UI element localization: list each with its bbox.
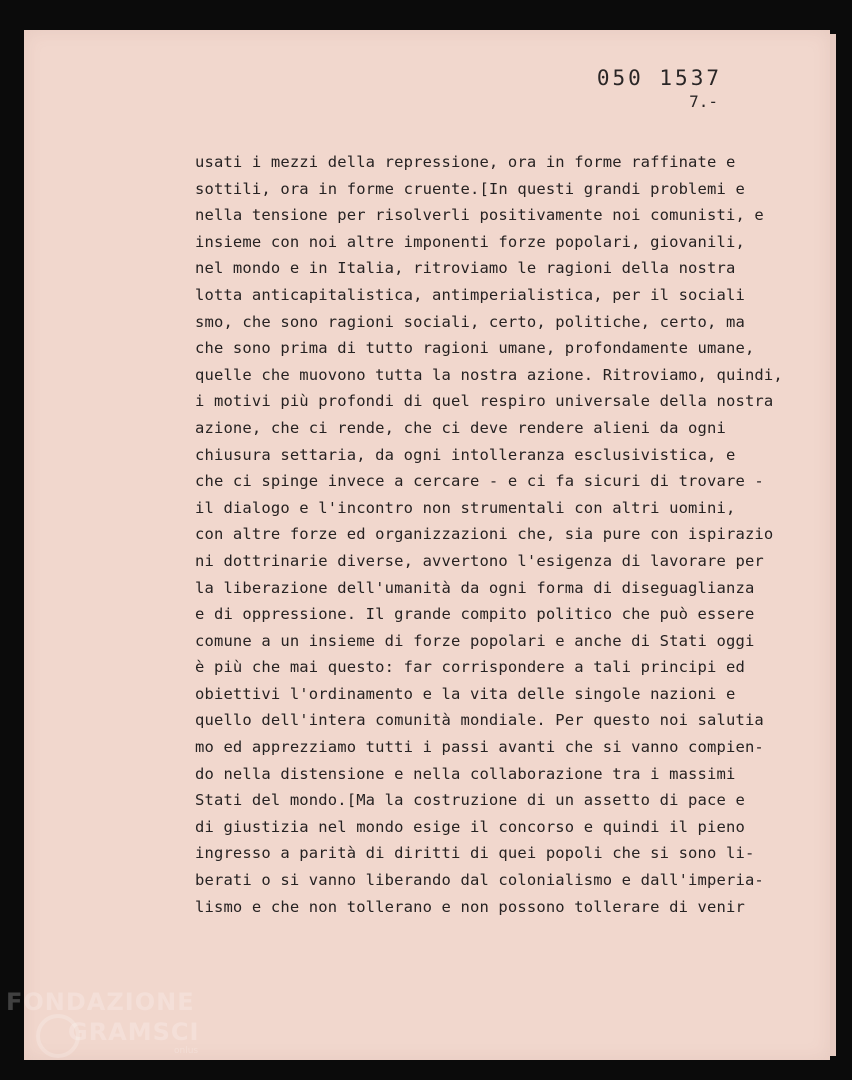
text-line: i motivi più profondi di quel respiro universale della nostra: [195, 392, 774, 411]
text-line: e di oppressione. Il grande compito politico che può essere: [195, 605, 755, 624]
text-line: ni dottrinarie diverse, avvertono l'esigenza di lavorare per: [195, 551, 764, 570]
watermark-line2: GRAMSCI: [68, 1018, 200, 1046]
text-line: è più che mai questo: far corrispondere a tali principi ed: [195, 658, 745, 677]
text-line: Stati del mondo.[Ma la costruzione di un assetto di pace e: [195, 791, 745, 810]
text-line: obiettivi l'ordinamento e la vita delle singole nazioni e: [195, 684, 736, 703]
text-line: il dialogo e l'incontro non strumentali con altri uomini,: [195, 498, 736, 517]
text-line: insieme con noi altre imponenti forze popolari, giovanili,: [195, 232, 745, 251]
text-line: comune a un insieme di forze popolari e anche di Stati oggi: [195, 631, 755, 650]
page-edge: [830, 34, 836, 1056]
text-line: lismo e che non tollerano e non possono tollerare di venir: [195, 897, 745, 916]
text-line: quello dell'intera comunità mondiale. Per questo noi salutia: [195, 711, 764, 730]
text-line: do nella distensione e nella collaborazione tra i massimi: [195, 764, 736, 783]
text-line: con altre forze ed organizzazioni che, sia pure con ispirazio: [195, 525, 774, 544]
text-line: chiusura settaria, da ogni intolleranza esclusivistica, e: [195, 445, 736, 464]
text-line: la liberazione dell'umanità da ogni forma di diseguaglianza: [195, 578, 755, 597]
text-line: mo ed apprezziamo tutti i passi avanti che si vanno compien-: [195, 738, 764, 757]
text-line: smo, che sono ragioni sociali, certo, politiche, certo, ma: [195, 312, 745, 331]
text-line: lotta anticapitalistica, antimperialistica, per il sociali: [195, 285, 745, 304]
document-page: [24, 30, 830, 1060]
text-line: azione, che ci rende, che ci deve rendere alieni da ogni: [195, 418, 726, 437]
watermark-line1: FONDAZIONE: [6, 988, 195, 1016]
text-line: di giustizia nel mondo esige il concorso e quindi il pieno: [195, 817, 745, 836]
text-line: berati o si vanno liberando dal colonialismo e dall'imperia-: [195, 871, 764, 890]
text-line: che ci spinge invece a cercare - e ci fa sicuri di trovare -: [195, 472, 764, 491]
fondazione-gramsci-watermark: [6, 988, 226, 1068]
text-line: ingresso a parità di diritti di quei popoli che si sono li-: [195, 844, 755, 863]
typed-text-body: [195, 149, 795, 920]
text-line: usati i mezzi della repressione, ora in forme raffinate e: [195, 153, 736, 171]
document-number: 050 1537: [596, 66, 722, 90]
text-line: sottili, ora in forme cruente.[In questi grandi problemi e: [195, 179, 745, 198]
page-number: 7.-: [689, 92, 718, 111]
text-line: nella tensione per risolverli positivamente noi comunisti, e: [195, 206, 764, 225]
watermark-line3: onlus: [174, 1046, 199, 1056]
text-line: nel mondo e in Italia, ritroviamo le ragioni della nostra: [195, 259, 736, 278]
text-line: che sono prima di tutto ragioni umane, profondamente umane,: [195, 339, 755, 358]
text-line: quelle che muovono tutta la nostra azione. Ritroviamo, quindi,: [195, 365, 783, 384]
